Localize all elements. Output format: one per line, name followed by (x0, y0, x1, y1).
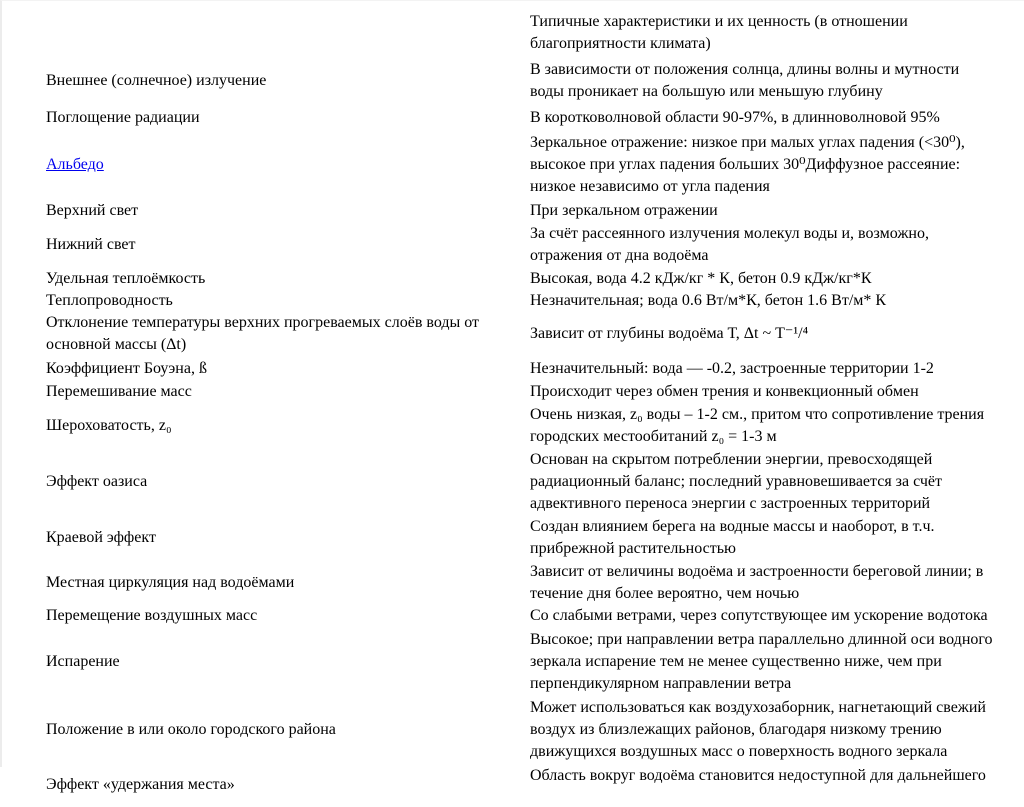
description-cell: Очень низкая, z₀ воды – 1-2 см., притом что сопротивление трения городских местообитаний z₀ = 1-3 м (530, 406, 985, 445)
table-row (2, 223, 1024, 267)
table-header-row (2, 9, 1024, 57)
table-row (2, 449, 1024, 515)
description-cell: Создан влиянием берега на водные массы и наоборот, в т.ч. прибрежной растительностью (530, 517, 935, 557)
table-row (2, 290, 1024, 312)
table-row (2, 697, 1024, 763)
table-row (2, 267, 1024, 290)
description-cell: При зеркальном отражении (530, 201, 718, 219)
description-cell: Происходит через обмен трения и конвекционный обмен (530, 383, 919, 400)
term-cell: Отклонение температуры верхних прогреваемых слоёв воды от основной массы (Δt) (46, 314, 480, 353)
table-row (2, 627, 1024, 697)
term-cell: Перемешивание масс (46, 383, 192, 400)
term-cell: Местная циркуляция над водоёмами (46, 573, 295, 591)
term-cell: Удельная теплоёмкость (46, 269, 206, 287)
description-cell: Высокое; при направлении ветра параллельно длинной оси водного зеркала испарение тем не менее существенно ниже, чем при перпендикулярном направлении ветра (530, 631, 993, 692)
table-row (2, 57, 1024, 104)
description-cell: Незначительная; вода 0.6 Вт/м*К, бетон 1.6 Вт/м* К (530, 292, 887, 309)
table-row (2, 403, 1024, 449)
term-cell: Верхний свет (46, 201, 139, 219)
table-row (2, 356, 1024, 381)
description-cell: В коротковолновой области 90-97%, в длинноволновой 95% (530, 109, 940, 126)
term-cell: Нижний свет (46, 236, 136, 253)
description-cell: Область вокруг водоёма становится недоступной для дальнейшего (530, 767, 986, 784)
description-cell: Высокая, вода 4.2 кДж/кг * К, бетон 0.9 кДж/кг*К (530, 269, 872, 287)
table-row (2, 560, 1024, 605)
description-cell: За счёт рассеянного излучения молекул воды и, возможно, отражения от дна водоёма (530, 225, 929, 264)
term-cell: Коэффициент Боуэна, ß (46, 359, 207, 377)
description-cell: Может использоваться как воздухозаборник, нагнетающий свежий воздух из близлежащих районов, благодаря низкому трению движущихся воздушных масс о поверхность водного зеркала (530, 699, 986, 760)
table-row (2, 515, 1024, 560)
term-cell: Внешнее (солнечное) излучение (46, 71, 267, 89)
description-cell: В зависимости от положения солнца, длины волны и мутности воды проникает на большую или меньшую глубину (530, 60, 960, 100)
table-row (2, 381, 1024, 403)
term-cell: Поглощение радиации (46, 109, 200, 126)
term-cell: Положение в или около городского района (46, 721, 336, 738)
term-cell: Краевой эффект (46, 528, 156, 546)
table-row (2, 132, 1024, 198)
description-cell: Со слабыми ветрами, через сопутствующее им ускорение водотока (530, 607, 988, 624)
albedo-link[interactable]: Альбедо (46, 156, 104, 173)
table-row (2, 104, 1024, 132)
description-cell: Незначительный: вода — -0.2, застроенные территории 1-2 (530, 359, 934, 377)
table-header-description: Типичные характеристики и их ценность (в отношении благоприятности климата) (530, 13, 908, 52)
description-cell: Зеркальное отражение: низкое при малых углах падения (<30⁰), высокое при углах падения больших 30⁰Диффузное рассеяние: низкое независимо от угла падения (530, 134, 965, 195)
table-row (2, 198, 1024, 223)
table-row (2, 763, 1024, 807)
description-cell: Основан на скрытом потреблении энергии, превосходящей радиационный баланс; последний уравновешивается за счёт адвективного переноса энергии с застроенных территорий (530, 451, 943, 512)
description-cell: Зависит от глубины водоёма Т, Δt ~ Т⁻¹/⁴ (530, 325, 809, 342)
description-cell: Зависит от величины водоёма и застроенности береговой линии; в течение дня более вероятно, чем ночью (530, 562, 984, 602)
table-row (2, 312, 1024, 356)
table-row (2, 605, 1024, 627)
term-cell: Перемещение воздушных масс (46, 607, 258, 624)
term-cell: Испарение (46, 653, 120, 670)
term-cell: Эффект «удержания места» (46, 776, 235, 793)
term-cell: Эффект оазиса (46, 473, 148, 490)
term-cell: Теплопроводность (46, 292, 173, 309)
term-cell: Шероховатость, z₀ (46, 417, 172, 434)
term-cell (2, 154, 514, 176)
